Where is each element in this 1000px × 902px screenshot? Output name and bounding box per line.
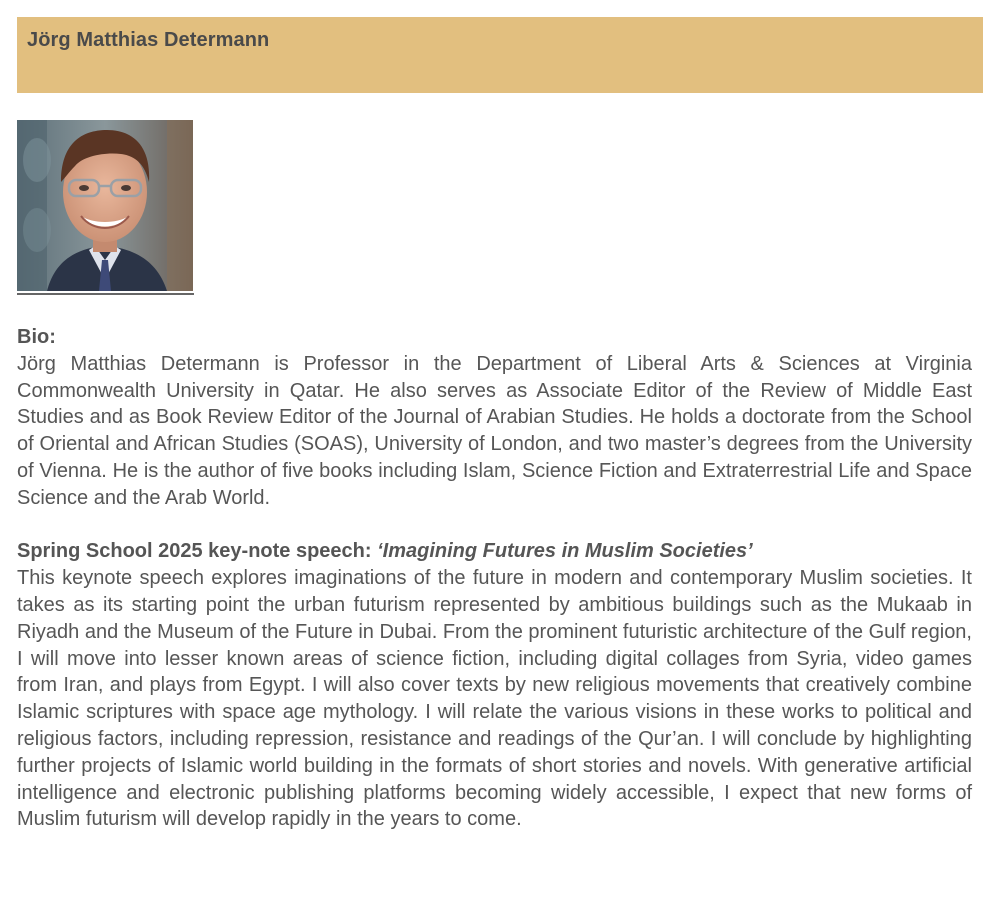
keynote-title: ‘Imagining Futures in Muslim Societies’ — [377, 540, 753, 563]
keynote-label: Spring School 2025 key-note speech: — [17, 540, 378, 563]
speaker-photo — [17, 120, 193, 291]
article-body — [17, 324, 972, 833]
keynote-heading — [17, 538, 972, 565]
photo-underline — [17, 293, 194, 295]
keynote-paragraph: This keynote speech explores imaginations of the future in modern and contemporary Muslim societies. It takes as its starting point the urban futurism represented by ambitious buildings such as the Mukaab in Riyadh and the Museum of the Future in Dubai. From the prominent futuristic architecture of the Gulf region, I will move into lesser known areas of science fiction, including digital collages from Syria, video games from Iran, and plays from Egypt. I will also cover texts by new religious movements that creatively combine Islamic scriptures with space age mythology. I will relate the various visions in these works to political and religious factors, including repression, resistance and readings of the Qur’an. I will conclude by highlighting further projects of Islamic world building in the formats of short stories and novels. With generative artificial intelligence and electronic publishing platforms becoming widely accessible, I expect that new forms of Muslim futurism will develop rapidly in the years to come. — [17, 567, 972, 831]
bio-paragraph: Jörg Matthias Determann is Professor in the Department of Liberal Arts & Sciences at Virginia Commonwealth University in Qatar. He also serves as Associate Editor of the Review of Middle East Studies and as Book Review Editor of the Journal of Arabian Studies. He holds a doctorate from the School of Oriental and African Studies (SOAS), University of London, and two master’s degrees from the University of Vienna. He is the author of five books including Islam, Science Fiction and Extraterrestrial Life and Space Science and the Arab World. — [17, 352, 972, 509]
speaker-header — [17, 17, 983, 93]
portrait-image — [17, 120, 193, 291]
speaker-name: Jörg Matthias Determann — [27, 29, 270, 51]
bio-heading: Bio: — [17, 326, 56, 348]
paragraph-spacer — [17, 512, 972, 539]
